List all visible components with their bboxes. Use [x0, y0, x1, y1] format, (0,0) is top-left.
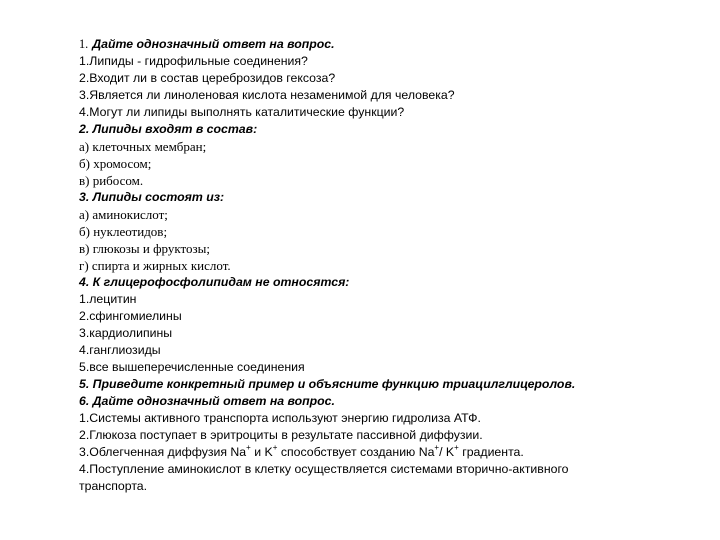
q3-option-c: в) глюкозы и фруктозы; [79, 241, 210, 256]
q2-option-a: а) клеточных мембран; [79, 139, 207, 154]
q6-item-1: 1.Системы активного транспорта используют энергию гидролиза АТФ. [79, 411, 481, 425]
question-document [79, 36, 679, 495]
q2-option-b: б) хромосом; [79, 156, 152, 171]
charge-superscript: + [246, 442, 251, 452]
q2-option-c: в) рибосом. [79, 173, 144, 188]
q6-item-3-part: градиента. [458, 445, 524, 459]
q1-heading [79, 36, 679, 53]
q1-item-1: 1.Липиды - гидрофильные соединения? [79, 54, 308, 68]
q4-heading: 4. К глицерофосфолипидам не относятся: [79, 275, 350, 289]
q3-option-b: б) нуклеотидов; [79, 224, 168, 239]
q6-heading: 6. Дайте однозначный ответ на вопрос. [79, 394, 335, 408]
charge-superscript: + [272, 442, 278, 452]
q4-option-1: 1.лецитин [79, 292, 137, 306]
q1-item-4: 4.Могут ли липиды выполнять каталитические функции? [79, 105, 405, 119]
q4-option-5: 5.все вышеперечисленные соединения [79, 360, 305, 374]
q6-item-4-line-1: 4.Поступление аминокислот в клетку осуществляется системами вторично-активного [79, 462, 569, 476]
q4-option-3: 3.кардиолипины [79, 326, 173, 340]
q3-heading: 3. Липиды состоят из: [79, 190, 225, 204]
charge-superscript: + [454, 442, 459, 452]
q6-item-3-part: 3.Облегченная диффузия Na [79, 445, 247, 459]
q6-item-3 [79, 444, 679, 461]
charge-superscript: + [434, 442, 440, 452]
q6-item-2: 2.Глюкоза поступает в эритроциты в результате пассивной диффузии. [79, 428, 483, 442]
q2-heading: 2. Липиды входят в состав: [79, 122, 258, 136]
q1-heading-number: 1. [79, 37, 89, 51]
q4-option-2: 2.сфингомиелины [79, 309, 182, 323]
q3-option-d: г) спирта и жирных кислот. [79, 258, 231, 273]
q5-heading: 5. Приведите конкретный пример и объясните функцию триацилглицеролов. [79, 377, 576, 391]
q6-item-4-line-2: транспорта. [79, 479, 148, 493]
q3-option-a: а) аминокислот; [79, 207, 168, 222]
q6-item-3-part: способствует созданию Na [277, 445, 435, 459]
q6-item-3-part: и K [250, 445, 273, 459]
q1-heading-text: Дайте однозначный ответ на вопрос. [92, 37, 335, 51]
q1-item-2: 2.Входит ли в состав цереброзидов гексоза? [79, 71, 336, 85]
q1-item-3: 3.Является ли линоленовая кислота незаменимой для человека? [79, 88, 455, 102]
q6-item-3-part: / K [439, 445, 455, 459]
q4-option-4: 4.ганглиозиды [79, 343, 161, 357]
